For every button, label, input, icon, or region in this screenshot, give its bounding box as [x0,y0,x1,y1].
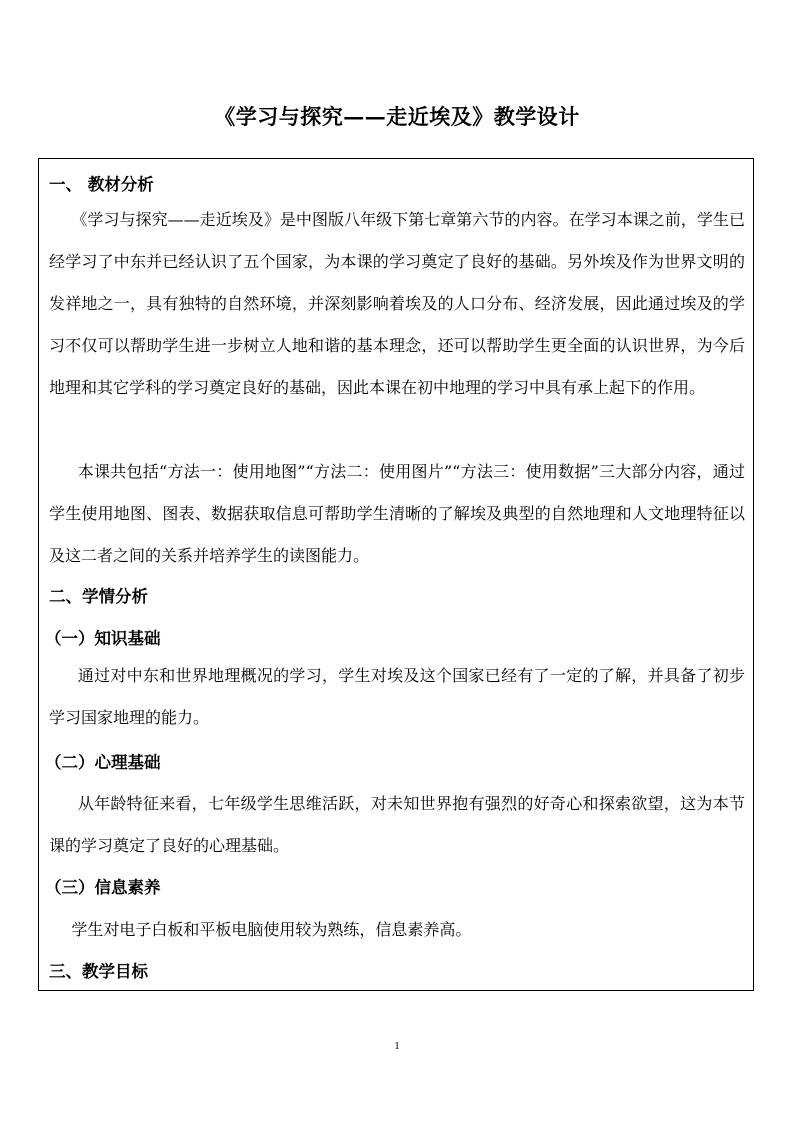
page-number: 1 [394,1040,400,1052]
section-heading-teaching-goals: 三、教学目标 [49,962,148,981]
paragraph-information-literacy: 学生对电子白板和平板电脑使用较为熟练，信息素养高。 [71,920,472,939]
paragraph-textbook-analysis-1: 《学习与探究——走近埃及》是中图版八年级下第七章第六节的内容。在学习本课之前，学生已经学习了中东并已经认识了五个国家，为本课的学习奠定了良好的基础。另外埃及作为世界文明的发祥地之一，具有独特的自然环境，并深刻影响着埃及的人口分布、经济发展，因此通过埃及的学习不仅可以帮助学生进一步树立人地和谐的基本理念，还可以帮助学生更全面的认识世界，为今后地理和其它学科的学习奠定良好的基础，因此本课在初中地理的学习中具有承上起下的作用。 [49,210,745,397]
document-title: 《学习与探究——走近埃及》教学设计 [214,104,580,129]
paragraph-knowledge-basis: 通过对中东和世界地理概况的学习，学生对埃及这个国家已经有了一定的了解，并具备了初步学习国家地理的能力。 [49,666,745,727]
subheading-knowledge-basis: （一）知识基础 [45,629,161,648]
section-heading-learner-analysis: 二、学情分析 [49,587,148,606]
subheading-information-literacy: （三）信息素养 [45,878,161,897]
subheading-psychological-basis: （二）心理基础 [45,753,161,772]
paragraph-textbook-analysis-2: 本课共包括“方法一：使用地图”“方法二：使用图片”“方法三：使用数据”三大部分内容，通过学生使用地图、图表、数据获取信息可帮助学生清晰的了解埃及典型的自然地理和人文地理特征以及这二者之间的关系并培养学生的读图能力。 [49,462,745,565]
section-heading-textbook-analysis: 一、 教材分析 [49,175,154,194]
paragraph-psychological-basis: 从年龄特征来看，七年级学生思维活跃，对未知世界抱有强烈的好奇心和探索欲望，这为本节课的学习奠定了良好的心理基础。 [49,794,745,855]
content-table [38,158,754,991]
